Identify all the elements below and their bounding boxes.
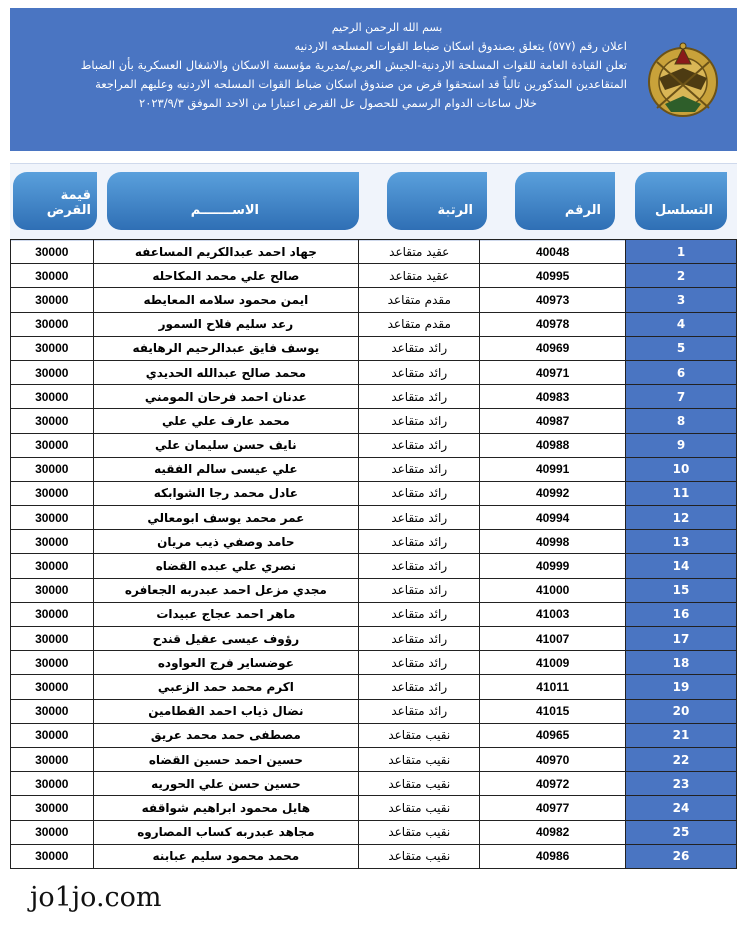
loan-cell: 30000 <box>11 312 94 336</box>
table-row <box>11 433 737 457</box>
rank-cell: رائد متقاعد <box>359 554 480 578</box>
loan-cell: 30000 <box>11 554 94 578</box>
name-cell: رؤوف عيسى عقيل قندح <box>93 627 359 651</box>
table-row <box>11 723 737 747</box>
header-rank <box>387 172 487 230</box>
serial-cell: 6 <box>626 360 737 384</box>
serial-cell: 16 <box>626 602 737 626</box>
number-cell: 41009 <box>480 651 626 675</box>
serial-cell: 4 <box>626 312 737 336</box>
number-cell: 40970 <box>480 747 626 771</box>
rank-cell: نقيب متقاعد <box>359 796 480 820</box>
roster-body <box>11 240 737 869</box>
table-row <box>11 651 737 675</box>
rank-cell: نقيب متقاعد <box>359 772 480 796</box>
number-cell: 40995 <box>480 264 626 288</box>
number-cell: 40983 <box>480 385 626 409</box>
name-cell: محمد صالح عبدالله الحديدي <box>93 360 359 384</box>
name-cell: صالح علي محمد المكاحله <box>93 264 359 288</box>
table-row <box>11 360 737 384</box>
table-row <box>11 772 737 796</box>
loan-cell: 30000 <box>11 699 94 723</box>
name-cell: حامد وصفي ذيب مريان <box>93 530 359 554</box>
number-cell: 40965 <box>480 723 626 747</box>
header-loan-label: قيمة القرض <box>46 188 91 218</box>
rank-cell: رائد متقاعد <box>359 675 480 699</box>
serial-cell: 14 <box>626 554 737 578</box>
announcement-line-1: اعلان رقم (٥٧٧) يتعلق بصندوق اسكان ضباط القوات المسلحه الاردنيه <box>294 39 627 53</box>
name-cell: نضال ذياب احمد القطامين <box>93 699 359 723</box>
serial-cell: 13 <box>626 530 737 554</box>
serial-cell: 20 <box>626 699 737 723</box>
serial-cell: 26 <box>626 844 737 868</box>
number-cell: 41011 <box>480 675 626 699</box>
serial-cell: 7 <box>626 385 737 409</box>
serial-cell: 3 <box>626 288 737 312</box>
name-cell: حسين حسن علي الحوريه <box>93 772 359 796</box>
serial-cell: 25 <box>626 820 737 844</box>
table-row <box>11 506 737 530</box>
number-cell: 40973 <box>480 288 626 312</box>
name-cell: يوسف فايق عبدالرحيم الرهايفه <box>93 336 359 360</box>
serial-cell: 1 <box>626 240 737 264</box>
army-emblem-icon <box>643 38 723 123</box>
table-row <box>11 457 737 481</box>
serial-cell: 18 <box>626 651 737 675</box>
table-row <box>11 288 737 312</box>
roster-table <box>10 239 737 869</box>
number-cell: 41015 <box>480 699 626 723</box>
loan-cell: 30000 <box>11 723 94 747</box>
number-cell: 40986 <box>480 844 626 868</box>
serial-cell: 11 <box>626 481 737 505</box>
serial-cell: 21 <box>626 723 737 747</box>
header-number-label: الرقم <box>564 203 601 218</box>
header-loan <box>13 172 97 230</box>
number-cell: 40972 <box>480 772 626 796</box>
name-cell: مجدي مزعل احمد عبدربه الجعافره <box>93 578 359 602</box>
number-cell: 40987 <box>480 409 626 433</box>
loan-cell: 30000 <box>11 578 94 602</box>
loan-cell: 30000 <box>11 264 94 288</box>
table-row <box>11 336 737 360</box>
loan-cell: 30000 <box>11 796 94 820</box>
number-cell: 40969 <box>480 336 626 360</box>
announcement-banner <box>10 8 737 151</box>
loan-cell: 30000 <box>11 360 94 384</box>
table-row <box>11 481 737 505</box>
rank-cell: رائد متقاعد <box>359 578 480 602</box>
name-cell: عدنان احمد فرحان المومني <box>93 385 359 409</box>
table-row <box>11 530 737 554</box>
table-row <box>11 796 737 820</box>
loan-cell: 30000 <box>11 457 94 481</box>
name-cell: مجاهد عبدربه كساب المصاروه <box>93 820 359 844</box>
header-name <box>107 172 359 230</box>
rank-cell: رائد متقاعد <box>359 360 480 384</box>
number-cell: 40048 <box>480 240 626 264</box>
number-cell: 40992 <box>480 481 626 505</box>
serial-cell: 9 <box>626 433 737 457</box>
rank-cell: رائد متقاعد <box>359 602 480 626</box>
name-cell: عمر محمد يوسف ابومعالي <box>93 506 359 530</box>
rank-cell: عقيد متقاعد <box>359 264 480 288</box>
number-cell: 40977 <box>480 796 626 820</box>
number-cell: 40991 <box>480 457 626 481</box>
name-cell: محمد عارف علي علي <box>93 409 359 433</box>
loan-cell: 30000 <box>11 433 94 457</box>
serial-cell: 15 <box>626 578 737 602</box>
header-name-label: الاســـــــم <box>190 203 259 218</box>
name-cell: مصطفى حمد محمد عريق <box>93 723 359 747</box>
loan-cell: 30000 <box>11 409 94 433</box>
name-cell: عادل محمد رجا الشوابكه <box>93 481 359 505</box>
announcement-line-3: المتقاعدين المذكورين تالياً قد استحقوا قرض من صندوق اسكان ضباط القوات المسلحه الاردنيه وعليهم المراجعة <box>95 77 627 91</box>
rank-cell: رائد متقاعد <box>359 699 480 723</box>
rank-cell: رائد متقاعد <box>359 336 480 360</box>
serial-cell: 19 <box>626 675 737 699</box>
serial-cell: 24 <box>626 796 737 820</box>
rank-cell: رائد متقاعد <box>359 457 480 481</box>
number-cell: 41000 <box>480 578 626 602</box>
loan-cell: 30000 <box>11 602 94 626</box>
name-cell: جهاد احمد عبدالكريم المساعفه <box>93 240 359 264</box>
name-cell: اكرم محمد حمد الزعبي <box>93 675 359 699</box>
number-cell: 40971 <box>480 360 626 384</box>
loan-cell: 30000 <box>11 651 94 675</box>
table-row <box>11 844 737 868</box>
loan-cell: 30000 <box>11 240 94 264</box>
serial-cell: 8 <box>626 409 737 433</box>
site-watermark: jo1jo.com <box>30 882 162 913</box>
rank-cell: رائد متقاعد <box>359 506 480 530</box>
table-row <box>11 627 737 651</box>
table-row <box>11 602 737 626</box>
loan-cell: 30000 <box>11 844 94 868</box>
table-row <box>11 240 737 264</box>
announcement-line-4: خلال ساعات الدوام الرسمي للحصول عل القرض اعتبارا من الاحد الموفق ٢٠٢٣/٩/٣ <box>139 96 537 110</box>
rank-cell: عقيد متقاعد <box>359 240 480 264</box>
name-cell: علي عيسى سالم الفقيه <box>93 457 359 481</box>
rank-cell: مقدم متقاعد <box>359 312 480 336</box>
loan-cell: 30000 <box>11 385 94 409</box>
header-number <box>515 172 615 230</box>
rank-cell: نقيب متقاعد <box>359 723 480 747</box>
rank-cell: رائد متقاعد <box>359 409 480 433</box>
loan-cell: 30000 <box>11 506 94 530</box>
name-cell: عوضساير فرج العواوده <box>93 651 359 675</box>
number-cell: 40978 <box>480 312 626 336</box>
rank-cell: نقيب متقاعد <box>359 820 480 844</box>
header-rank-label: الرتبة <box>437 203 473 218</box>
rank-cell: رائد متقاعد <box>359 481 480 505</box>
name-cell: حسين احمد حسين القضاه <box>93 747 359 771</box>
name-cell: رعد سليم فلاح السمور <box>93 312 359 336</box>
number-cell: 40988 <box>480 433 626 457</box>
loan-cell: 30000 <box>11 820 94 844</box>
serial-cell: 17 <box>626 627 737 651</box>
number-cell: 40982 <box>480 820 626 844</box>
table-row <box>11 747 737 771</box>
announcement-line-2: تعلن القيادة العامة للقوات المسلحة الاردنية-الجيش العربي/مديرية مؤسسة الاسكان والاشغال العسكرية بأن الضباط <box>80 58 627 72</box>
serial-cell: 12 <box>626 506 737 530</box>
header-serial-label: التسلسل <box>654 203 713 218</box>
number-cell: 40998 <box>480 530 626 554</box>
number-cell: 41003 <box>480 602 626 626</box>
announcement-text <box>27 18 627 113</box>
name-cell: نصري علي عبده القضاه <box>93 554 359 578</box>
name-cell: ايمن محمود سلامه المعايطه <box>93 288 359 312</box>
column-header-bar <box>10 163 737 241</box>
rank-cell: مقدم متقاعد <box>359 288 480 312</box>
rank-cell: رائد متقاعد <box>359 627 480 651</box>
table-row <box>11 312 737 336</box>
loan-cell: 30000 <box>11 530 94 554</box>
table-row <box>11 409 737 433</box>
loan-cell: 30000 <box>11 627 94 651</box>
name-cell: ماهر احمد عجاج عبيدات <box>93 602 359 626</box>
table-row <box>11 675 737 699</box>
rank-cell: نقيب متقاعد <box>359 747 480 771</box>
serial-cell: 10 <box>626 457 737 481</box>
loan-cell: 30000 <box>11 481 94 505</box>
serial-cell: 5 <box>626 336 737 360</box>
rank-cell: رائد متقاعد <box>359 651 480 675</box>
loan-cell: 30000 <box>11 675 94 699</box>
serial-cell: 23 <box>626 772 737 796</box>
loan-cell: 30000 <box>11 747 94 771</box>
table-row <box>11 554 737 578</box>
table-row <box>11 820 737 844</box>
header-serial <box>635 172 727 230</box>
loan-cell: 30000 <box>11 288 94 312</box>
loan-cell: 30000 <box>11 336 94 360</box>
table-row <box>11 264 737 288</box>
loan-cell: 30000 <box>11 772 94 796</box>
number-cell: 41007 <box>480 627 626 651</box>
table-row <box>11 699 737 723</box>
name-cell: نايف حسن سليمان علي <box>93 433 359 457</box>
rank-cell: نقيب متقاعد <box>359 844 480 868</box>
table-row <box>11 578 737 602</box>
serial-cell: 22 <box>626 747 737 771</box>
basmala: بسم الله الرحمن الرحيم <box>331 21 443 34</box>
number-cell: 40999 <box>480 554 626 578</box>
name-cell: محمد محمود سليم عبابنه <box>93 844 359 868</box>
serial-cell: 2 <box>626 264 737 288</box>
rank-cell: رائد متقاعد <box>359 433 480 457</box>
number-cell: 40994 <box>480 506 626 530</box>
rank-cell: رائد متقاعد <box>359 385 480 409</box>
name-cell: هايل محمود ابراهيم شواقفه <box>93 796 359 820</box>
rank-cell: رائد متقاعد <box>359 530 480 554</box>
table-row <box>11 385 737 409</box>
